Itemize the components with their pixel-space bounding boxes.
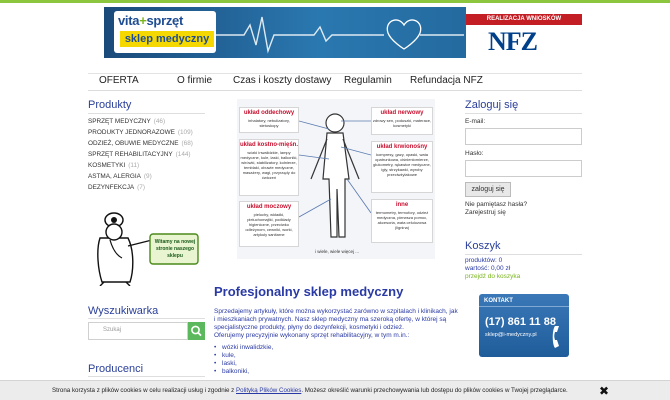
block-title: inne bbox=[395, 202, 409, 208]
doctor-welcome-sign: Witamy na nowej stronie naszego sklepu bbox=[154, 239, 196, 259]
list-item: • wózki inwalidzkie, bbox=[222, 344, 273, 351]
login-button[interactable]: zaloguj się bbox=[465, 182, 511, 197]
intro-paragraph-2: Oferujemy precyzyjnie wykonany sprzęt rehabilitacyjny, w tym m.in.: bbox=[214, 332, 410, 339]
cookie-policy-link[interactable]: Polityką Plików Cookies bbox=[236, 387, 302, 394]
block-uklad-krwionosny bbox=[371, 141, 433, 193]
nfz-logo-text: NFZ bbox=[488, 27, 537, 56]
block-title: układ nerwowy bbox=[380, 110, 424, 116]
block-inne bbox=[371, 199, 433, 243]
search-icon bbox=[188, 322, 205, 340]
producers-divider bbox=[88, 376, 205, 377]
phone-handset-icon bbox=[551, 324, 565, 350]
password-field[interactable] bbox=[465, 160, 582, 177]
top-accent-line bbox=[0, 0, 670, 3]
products-title: Produkty bbox=[88, 99, 132, 111]
contact-divider bbox=[479, 306, 569, 307]
block-uklad-kostno-miesniowy bbox=[239, 139, 299, 196]
logo-wordmark: vita+sprzęt bbox=[118, 13, 183, 28]
nav-item-refundacja[interactable]: Refundacja NFZ bbox=[410, 75, 483, 86]
infographic-footer: i wiele, wiele więcej ... bbox=[314, 249, 359, 254]
contact-email: sklep@i-medyczny.pl bbox=[485, 332, 537, 338]
products-divider bbox=[88, 113, 205, 114]
cart-value: wartość: 0,00 zł bbox=[465, 265, 511, 272]
login-divider bbox=[465, 113, 582, 114]
contact-title: KONTAKT bbox=[484, 298, 513, 304]
nfz-tag: REALIZACJA WNIOSKÓW bbox=[466, 14, 582, 25]
block-title: układ krwionośny bbox=[376, 144, 428, 150]
block-title: układ oddechowy bbox=[243, 110, 295, 116]
intro-paragraph: Sprzedajemy artykuły, które można wykorzystać zarówno w szpitalach i klinikach, jak i mieszkaniach prywatnych. Nasz sklep medyczny ma szeroką ofertę, w której są specjalistyczne produkty, płyny do dezynfekcji, kosmetyki i odzież. bbox=[214, 308, 458, 331]
email-label: E-mail: bbox=[465, 118, 486, 125]
nav-item-regulamin[interactable]: Regulamin bbox=[344, 75, 392, 86]
main-navigation bbox=[88, 75, 582, 91]
category-kosmetyki[interactable]: KOSMETYKI (11) bbox=[88, 162, 140, 169]
ekg-heart-graphic bbox=[214, 7, 464, 58]
list-item: • balkoniki, bbox=[222, 368, 249, 375]
nfz-badge bbox=[466, 7, 582, 58]
human-figure-icon bbox=[299, 109, 371, 245]
block-text: kompresy, gazy, opaski, wata opatrunkowa, ciśnieniomierze, glukometry, rękawice medyczne, igły, strzykawki, wyroby przeciwżylakowe bbox=[373, 152, 431, 177]
block-text: wózki inwalidzkie, lampy medyczne, kule, laski, balkoniki, wirówki, stabilizatory, kołnierze, temblaki, obuwie medyczne, masażery, wagi, przyrządy do ćwiczeń bbox=[240, 150, 298, 180]
contact-box[interactable] bbox=[479, 294, 569, 357]
body-systems-infographic[interactable] bbox=[237, 99, 435, 259]
category-astma-alergia[interactable]: ASTMA, ALERGIA (9) bbox=[88, 173, 152, 180]
page-title: Profesjonalny sklep medyczny bbox=[214, 284, 404, 299]
block-text: inhalatory, nebulizatory, stetoskopy bbox=[248, 118, 290, 128]
search-title: Wyszukiwarka bbox=[88, 305, 159, 317]
list-item: • laski, bbox=[222, 360, 237, 367]
nav-item-dostawa[interactable]: Czas i koszty dostawy bbox=[233, 75, 332, 86]
block-uklad-moczowy bbox=[239, 201, 299, 247]
email-field[interactable] bbox=[465, 128, 582, 145]
nav-top-divider bbox=[88, 73, 582, 74]
block-title: układ kostno-mięśn. bbox=[240, 142, 299, 148]
cart-title: Koszyk bbox=[465, 240, 501, 252]
nav-item-o-firmie[interactable]: O firmie bbox=[177, 75, 212, 86]
block-text: pieluchy, wkładki, pieluchomajtki, podkłady higieniczne, przeciwko odleżynom, cewniki, worki, artykuły sanitarne bbox=[245, 212, 293, 237]
block-uklad-oddechowy bbox=[239, 107, 299, 133]
cookie-banner bbox=[0, 380, 670, 400]
contact-phone: (17) 861 11 88 bbox=[485, 316, 556, 328]
category-sprzet-rehabilitacyjny[interactable]: SPRZĘT REHABILITACYJNY (144) bbox=[88, 151, 191, 158]
register-link[interactable]: Zarejestruj się bbox=[465, 209, 506, 216]
login-title: Zaloguj się bbox=[465, 99, 519, 111]
logo-tagline: sklep medyczny bbox=[120, 31, 214, 47]
category-dezynfekcja[interactable]: DEZYNFEKCJA (7) bbox=[88, 184, 145, 191]
forgot-password-link[interactable]: Nie pamiętasz hasła? bbox=[465, 201, 528, 208]
nav-item-oferta[interactable]: OFERTA bbox=[99, 75, 139, 86]
password-label: Hasło: bbox=[465, 150, 484, 157]
cart-products-count: produktów: 0 bbox=[465, 257, 503, 264]
close-icon[interactable]: ✖ bbox=[599, 384, 610, 398]
block-title: układ moczowy bbox=[246, 204, 292, 210]
list-item: • kule, bbox=[222, 352, 236, 359]
block-text: zdrowy sen, poduszki, materace, kosmetyki bbox=[372, 118, 432, 128]
category-sprzet-medyczny[interactable]: SPRZĘT MEDYCZNY (46) bbox=[88, 118, 166, 125]
cookie-message: Strona korzysta z plików cookies w celu realizacji usług i zgodnie z Polityką Plików Cookies. Możesz określić warunki przechowywania lub dostępu do plików cookies w Twojej przeglądarce. bbox=[52, 387, 568, 394]
search-input[interactable]: Szukaj bbox=[88, 322, 188, 340]
search-divider bbox=[88, 318, 205, 319]
block-uklad-nerwowy bbox=[371, 107, 433, 135]
cart-divider bbox=[465, 254, 582, 255]
go-to-cart-link[interactable]: przejdź do koszyka bbox=[465, 273, 521, 280]
search-button[interactable] bbox=[188, 322, 205, 340]
category-produkty-jednorazowe[interactable]: PRODUKTY JEDNORAZOWE (109) bbox=[88, 129, 193, 136]
block-text: termometry, termofory, odzież medyczna, pierwsza pomoc, akcesoria, wata celulozowa (lignina) bbox=[375, 210, 429, 230]
category-odziez-obuwie[interactable]: ODZIEŻ, OBUWIE MEDYCZNE (68) bbox=[88, 140, 193, 147]
producers-title: Producenci bbox=[88, 363, 144, 375]
